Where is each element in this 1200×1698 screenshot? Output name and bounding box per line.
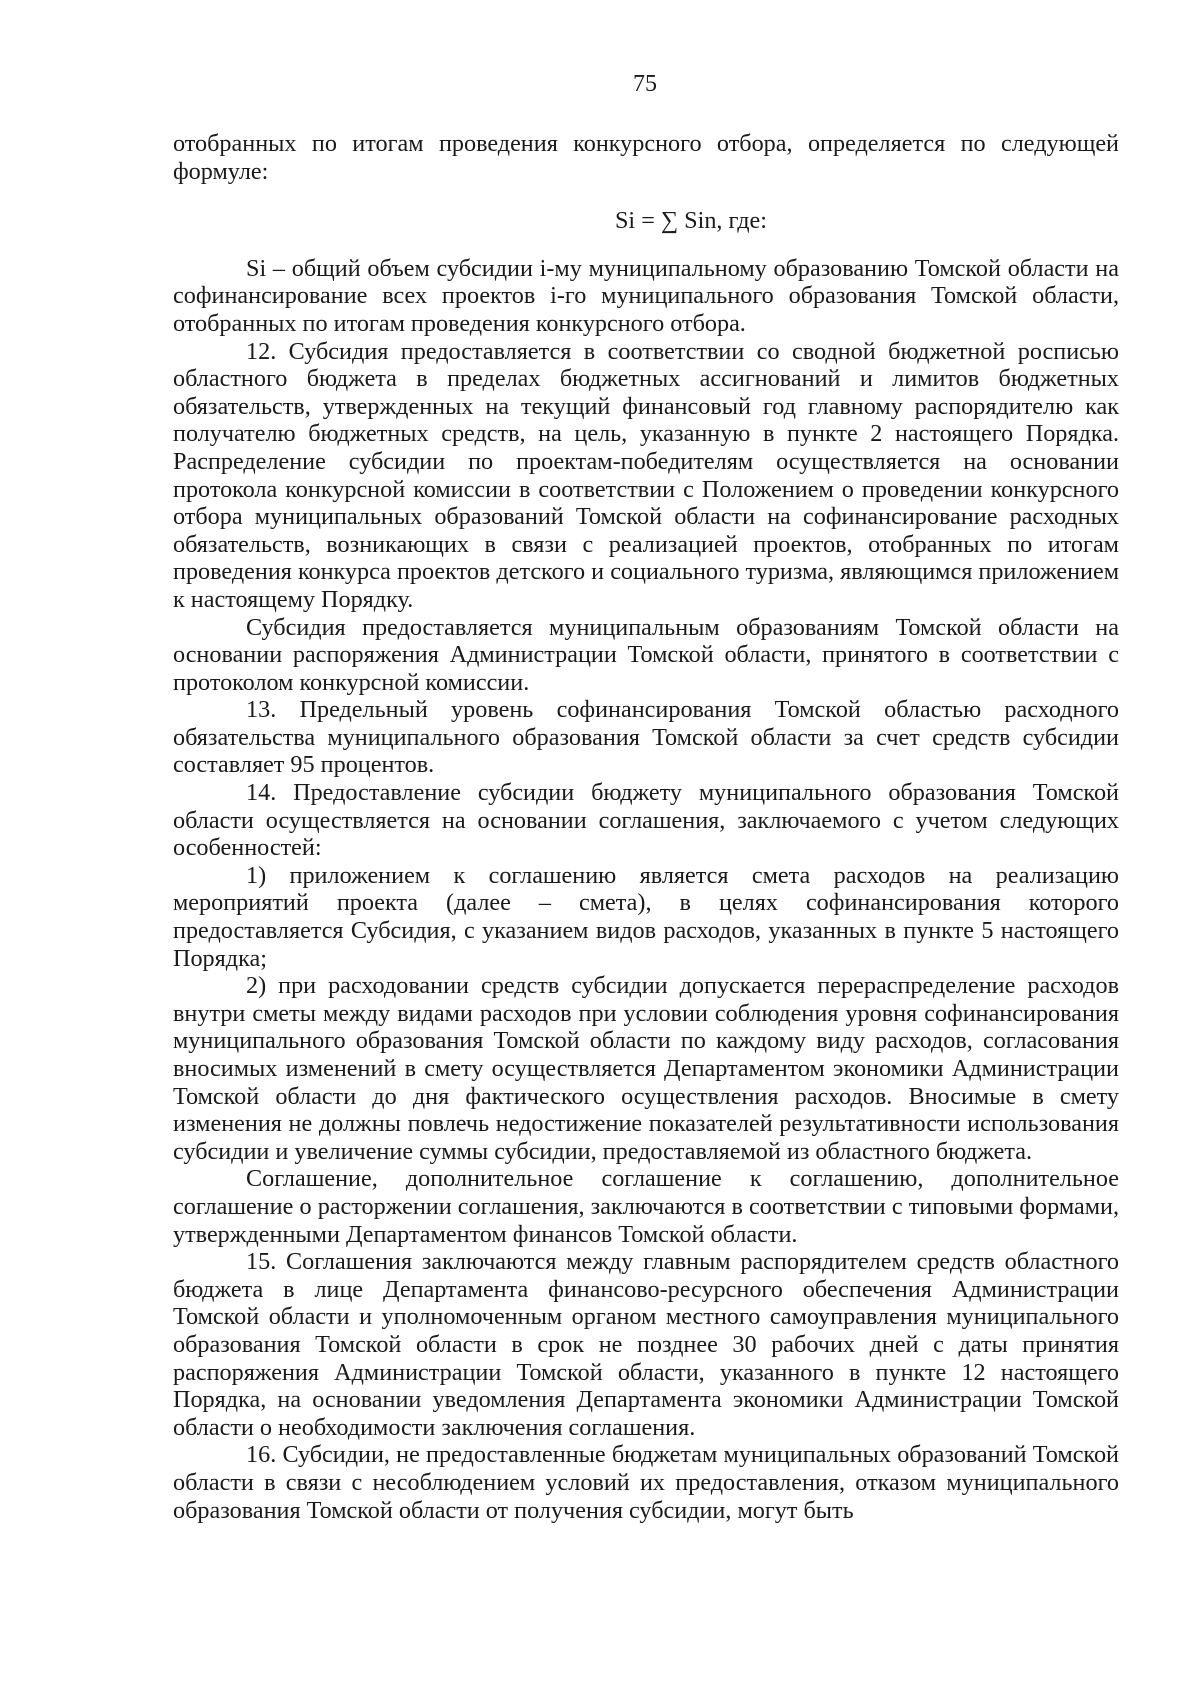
paragraph-continuation: отобранных по итогам проведения конкурсного отбора, определяется по следующей формуле: — [173, 130, 1119, 185]
paragraph-16: 16. Субсидии, не предоставленные бюджетам муниципальных образований Томской области в связи с несоблюдением условий их предоставления, отказом муниципального образования Томской области от получения субсидии, могут быть — [173, 1441, 1119, 1524]
paragraph-si-definition: Si – общий объем субсидии i-му муниципальному образованию Томской области на софинансирование всех проектов i-го муниципального образования Томской области, отобранных по итогам проведения конкурсного отбора. — [173, 254, 1119, 337]
paragraph-14: 14. Предоставление субсидии бюджету муниципального образования Томской области осуществляется на основании соглашения, заключаемого с учетом следующих особенностей: — [173, 779, 1119, 862]
paragraph-14-item-1: 1) приложением к соглашению является смета расходов на реализацию мероприятий проекта (далее – смета), в целях софинансирования которого предоставляется Субсидия, с указанием видов расходов, указанных в пункте 5 настоящего Порядка; — [173, 861, 1119, 972]
page-number: 75 — [633, 71, 657, 97]
paragraph-14-item-2: 2) при расходовании средств субсидии допускается перераспределение расходов внутри сметы между видами расходов при условии соблюдения уровня софинансирования муниципального образования Томской области по каждому виду расходов, согласования вносимых изменений в смету осуществляется Департаментом экономики Администрации Томской области до дня фактического осуществления расходов. Вносимые в смету изменения не должны повлечь недостижение показателей результативности использования субсидии и увеличение суммы субсидии, предоставляемой из областного бюджета. — [173, 972, 1119, 1165]
paragraph-agreement-forms: Соглашение, дополнительное соглашение к соглашению, дополнительное соглашение о расторжении соглашения, заключаются в соответствии с типовыми формами, утвержденными Департаментом финансов Томской области. — [173, 1165, 1119, 1248]
formula: Si = ∑ Sin, где: — [614, 207, 768, 235]
paragraph-12: 12. Субсидия предоставляется в соответствии со сводной бюджетной росписью областного бюджета в пределах бюджетных ассигнований и лимитов бюджетных обязательств, утвержденных на текущий финансовый год главному распорядителю как получателю бюджетных средств, на цель, указанную в пункте 2 настоящего Порядка. Распределение субсидии по проектам-победителям осуществляется на основании протокола конкурсной комиссии в соответствии с Положением о проведении конкурсного отбора муниципальных образований Томской области на софинансирование расходных обязательств, возникающих в связи с реализацией проектов, отобранных по итогам проведения конкурса проектов детского и социального туризма, являющимся приложением к настоящему Порядку. — [173, 337, 1119, 613]
paragraph-15: 15. Соглашения заключаются между главным распорядителем средств областного бюджета в лице Департамента финансово-ресурсного обеспечения Администрации Томской области и уполномоченным органом местного самоуправления муниципального образования Томской области в срок не позднее 30 рабочих дней с даты принятия распоряжения Администрации Томской области, указанного в пункте 12 настоящего Порядка, на основании уведомления Департамента экономики Администрации Томской области о необходимости заключения соглашения. — [173, 1248, 1119, 1441]
document-body — [173, 130, 1119, 1524]
paragraph-12-subsidy: Субсидия предоставляется муниципальным образованиям Томской области на основании распоряжения Администрации Томской области, принятого в соответствии с протоколом конкурсной комиссии. — [173, 613, 1119, 696]
paragraph-13: 13. Предельный уровень софинансирования Томской областью расходного обязательства муниципального образования Томской области за счет средств субсидии составляет 95 процентов. — [173, 696, 1119, 779]
